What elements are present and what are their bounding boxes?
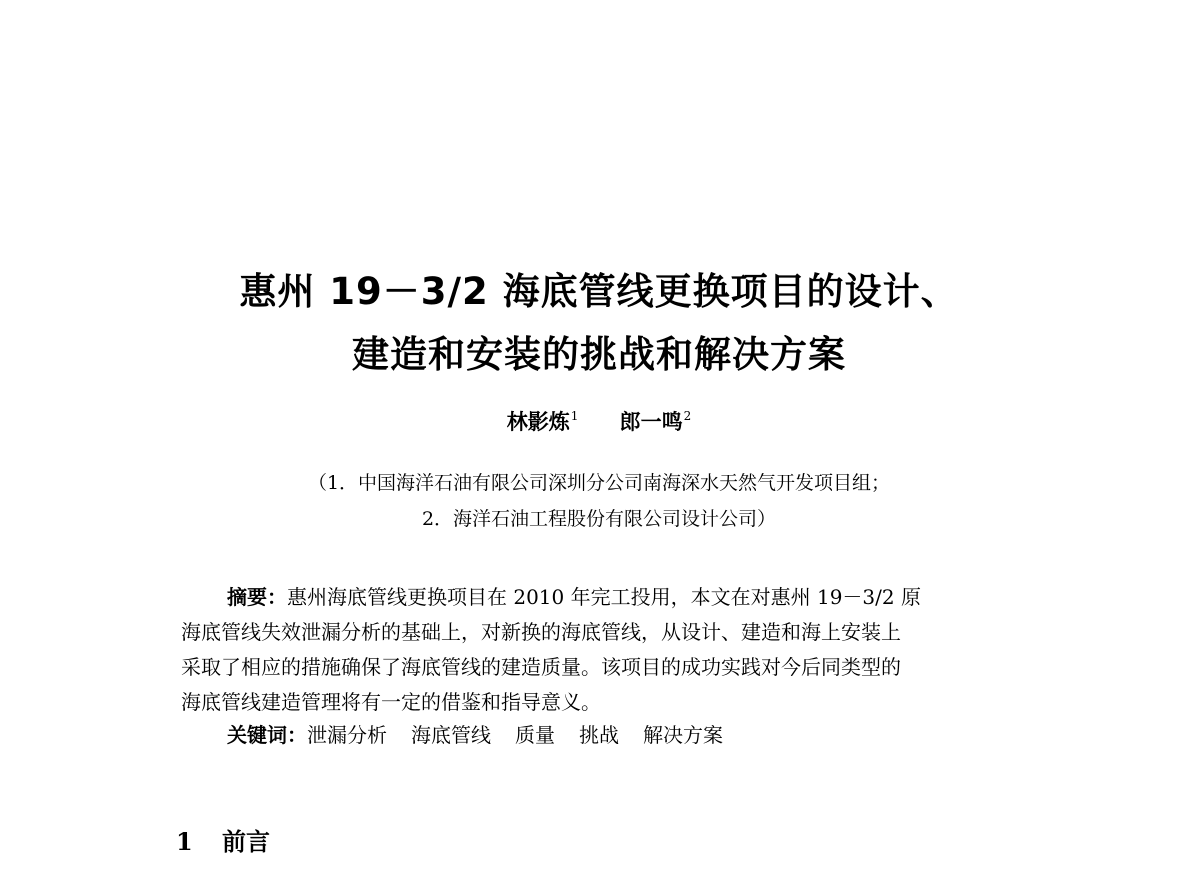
abstract-block — [181, 580, 1043, 720]
keyword: 海底管线 — [411, 723, 491, 747]
author-1-affil-mark: 1 — [570, 409, 579, 423]
author-2-name: 郎一鸣 — [619, 409, 683, 434]
author-2 — [620, 410, 692, 432]
keyword: 质量 — [515, 723, 555, 747]
abstract-line-2: 海底管线失效泄漏分析的基础上，对新换的海底管线，从设计、建造和海上安装上 — [181, 620, 901, 644]
author-1 — [507, 410, 579, 432]
keyword: 解决方案 — [643, 723, 723, 747]
author-list — [0, 410, 1198, 432]
abstract-text-1: 惠州海底管线更换项目在 2010 年完工投用，本文在对惠州 19－3/2 原 — [287, 585, 921, 609]
section-number: 1 — [176, 827, 193, 856]
section-heading — [176, 827, 270, 856]
paper-title-line-1: 惠州 19－3/2 海底管线更换项目的设计、 — [239, 270, 959, 313]
author-2-affil-mark: 2 — [683, 409, 692, 423]
affiliation-line-1: （1．中国海洋石油有限公司深圳分公司南海深水天然气开发项目组； — [307, 472, 891, 494]
keyword: 挑战 — [579, 723, 619, 747]
keywords-label: 关键词： — [227, 723, 307, 747]
keyword: 泄漏分析 — [307, 723, 387, 747]
abstract-line-4: 海底管线建造管理将有一定的借鉴和指导意义。 — [181, 690, 601, 714]
keywords-line — [227, 725, 723, 745]
affiliation-line-2: 2．海洋石油工程股份有限公司设计公司） — [421, 508, 777, 530]
abstract-line-1 — [181, 580, 1043, 615]
section-title: 前言 — [222, 827, 270, 856]
author-1-name: 林影炼 — [506, 409, 570, 434]
abstract-label: 摘要： — [227, 585, 287, 609]
paper-title-line-2: 建造和安装的挑战和解决方案 — [352, 333, 846, 376]
abstract-line-3: 采取了相应的措施确保了海底管线的建造质量。该项目的成功实践对今后同类型的 — [181, 655, 901, 679]
